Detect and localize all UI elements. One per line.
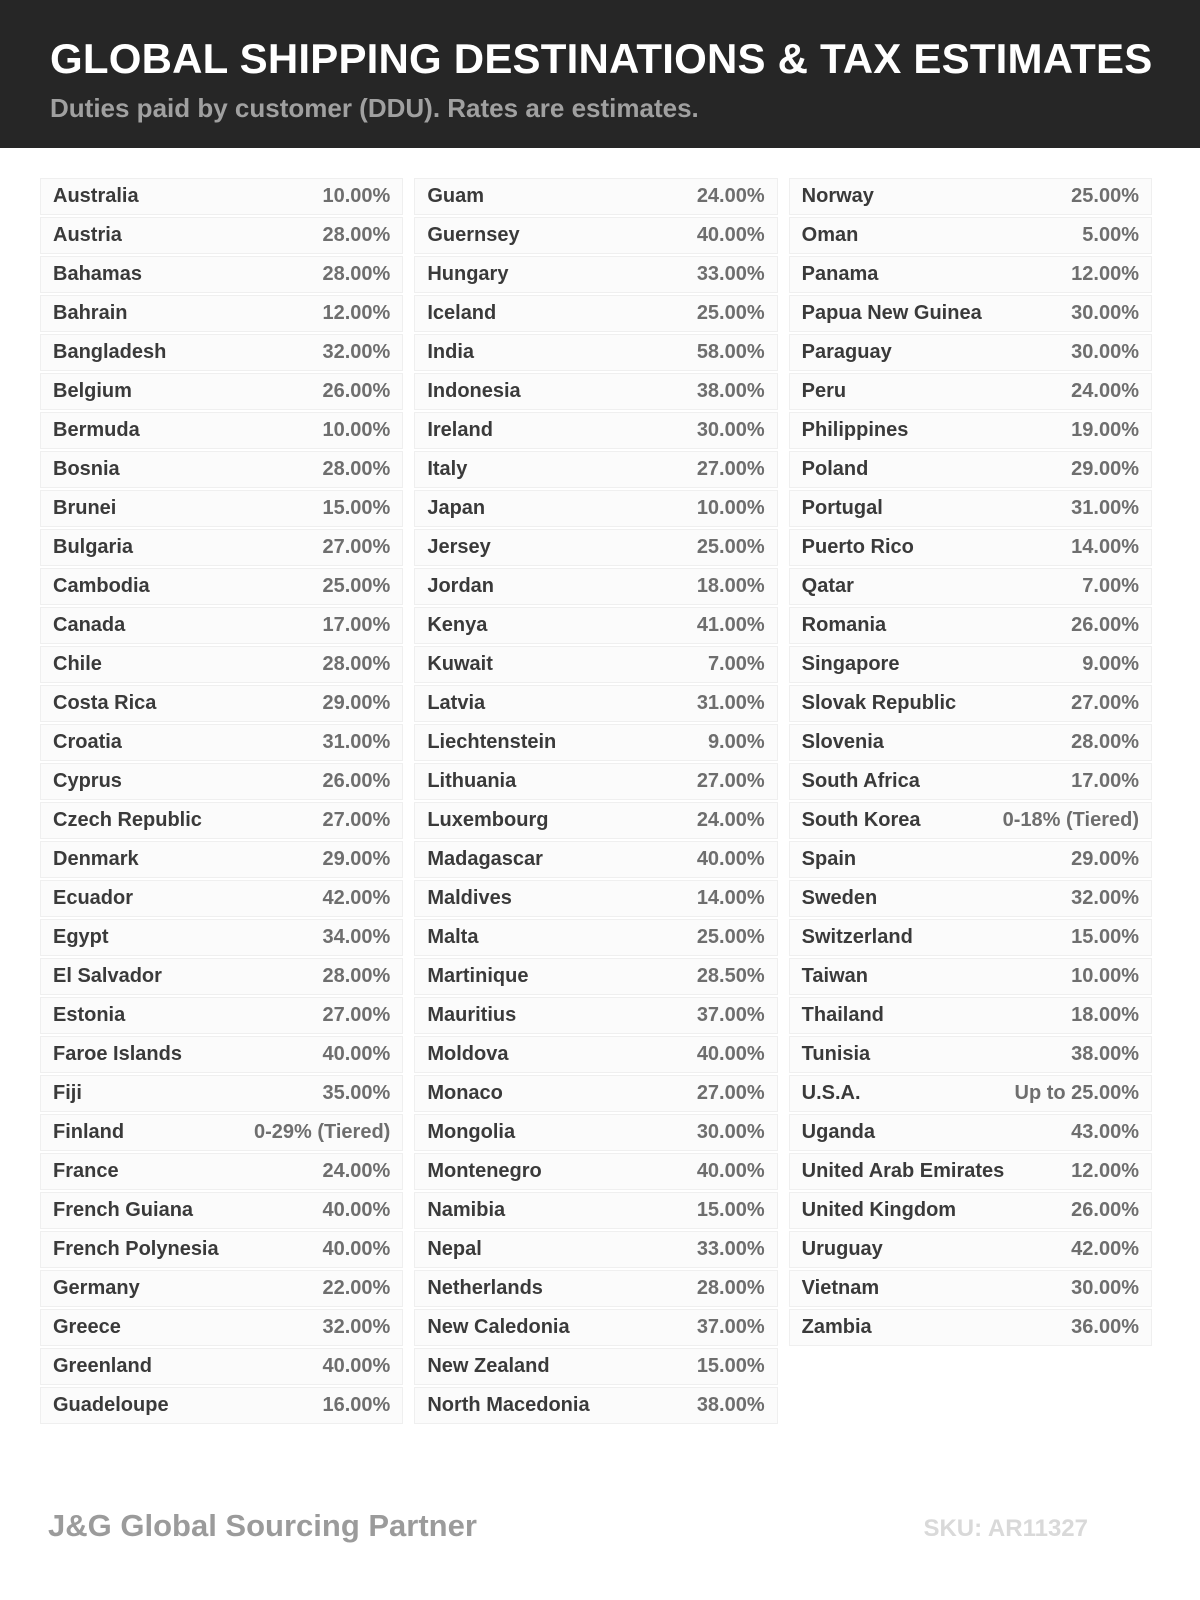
tax-rate: 40.00% [322,1199,391,1221]
country-name: Philippines [801,419,909,441]
country-name: Netherlands [427,1277,543,1299]
country-name: El Salvador [53,965,162,987]
tax-rate: 37.00% [696,1316,765,1338]
country-name: Guam [427,185,485,207]
tax-rate: 29.00% [1071,848,1139,870]
table-row [414,1270,777,1307]
tax-rate: 43.00% [1071,1121,1139,1143]
tax-rate: 31.00% [696,692,765,714]
tax-rate: 27.00% [1071,692,1139,714]
table-row [789,880,1152,917]
table-row [414,958,777,995]
country-name: Malta [427,926,479,948]
table-row [789,490,1152,527]
country-name: Paraguay [801,341,892,363]
table-row [414,724,777,761]
tax-rate: 42.00% [322,887,391,909]
table-row [40,217,403,254]
table-row [789,412,1152,449]
country-name: United Kingdom [801,1199,957,1221]
table-row [789,958,1152,995]
table-row [789,1309,1152,1346]
table-row [789,334,1152,371]
country-name: Uruguay [801,1238,883,1260]
tax-rate: 26.00% [1071,614,1139,636]
table-row [789,1231,1152,1268]
tax-rate: 33.00% [696,1238,765,1260]
table-row [40,334,403,371]
tax-rate: 15.00% [696,1355,765,1377]
tax-rate: 30.00% [696,1121,765,1143]
table-row [414,568,777,605]
table-row [414,607,777,644]
country-name: Czech Republic [53,809,202,831]
country-name: Madagascar [427,848,543,870]
table-row [789,607,1152,644]
table-row [40,412,403,449]
tax-rate: 12.00% [1071,1160,1139,1182]
tax-rate: 29.00% [322,848,391,870]
country-name: Costa Rica [53,692,157,714]
country-name: Bermuda [53,419,140,441]
table-row [40,178,403,215]
table-row [789,919,1152,956]
country-name: Bahrain [53,302,128,324]
country-name: Namibia [427,1199,506,1221]
tax-rate: 25.00% [1071,185,1139,207]
tax-rate: 17.00% [322,614,391,636]
tax-rate: 33.00% [696,263,765,285]
page-title: GLOBAL SHIPPING DESTINATIONS & TAX ESTIMATES [50,35,1153,82]
tax-rate: 58.00% [696,341,765,363]
country-name: Ireland [427,419,493,441]
country-name: Bangladesh [53,341,167,363]
tax-rate: 32.00% [322,341,391,363]
table-row [40,1192,403,1229]
table-row [414,217,777,254]
country-name: Nepal [427,1238,482,1260]
tax-rate: 24.00% [322,1160,391,1182]
tax-rate: 25.00% [696,302,765,324]
country-name: Ecuador [53,887,134,909]
country-name: Hungary [427,263,509,285]
table-row [789,1192,1152,1229]
brand-name: J&G Global Sourcing Partner [48,1508,477,1543]
table-row [40,256,403,293]
table-row [414,763,777,800]
tax-rate: 28.00% [696,1277,765,1299]
country-name: Slovenia [801,731,884,753]
table-row [414,1114,777,1151]
tax-rate: 30.00% [696,419,765,441]
tax-rate: 25.00% [696,926,765,948]
country-name: Uganda [801,1121,875,1143]
table-row [789,217,1152,254]
table-row [789,1036,1152,1073]
tax-rate: 28.00% [322,224,391,246]
table-row [789,178,1152,215]
table-row [414,880,777,917]
table-row [40,451,403,488]
table-row [414,529,777,566]
country-name: Chile [53,653,102,675]
table-row [40,1309,403,1346]
tax-rate: 24.00% [696,809,765,831]
country-name: Peru [801,380,847,402]
table-row [789,1075,1152,1112]
tax-rate: 0-18% (Tiered) [1002,809,1139,831]
tax-rate: 26.00% [1071,1199,1139,1221]
table-row [414,178,777,215]
tax-rate: 25.00% [322,575,391,597]
table-row [40,724,403,761]
table-row [789,373,1152,410]
tax-rate: 28.00% [322,458,391,480]
table-row [40,880,403,917]
tax-rate: 31.00% [322,731,391,753]
country-name: Belgium [53,380,132,402]
country-name: Spain [801,848,857,870]
table-row [414,646,777,683]
country-name: Norway [801,185,874,207]
country-name: French Guiana [53,1199,194,1221]
country-name: Guadeloupe [53,1394,169,1416]
tax-rate: 36.00% [1071,1316,1139,1338]
table-row [414,685,777,722]
table-row [40,1270,403,1307]
tax-rate: 40.00% [322,1043,391,1065]
tax-rate: 10.00% [696,497,765,519]
tax-rate: 15.00% [696,1199,765,1221]
country-name: Bulgaria [53,536,134,558]
tax-rates-table [40,178,1152,1426]
tax-rate: 38.00% [696,380,765,402]
tax-rate: 9.00% [1082,653,1139,675]
tax-rate: 19.00% [1071,419,1139,441]
country-name: Finland [53,1121,125,1143]
tax-rate: 22.00% [322,1277,391,1299]
country-name: Oman [801,224,859,246]
country-name: Moldova [427,1043,509,1065]
table-row [414,1153,777,1190]
rates-column-2 [414,178,777,1426]
table-row [414,373,777,410]
tax-rate: 12.00% [322,302,391,324]
table-row [40,1153,403,1190]
country-name: Qatar [801,575,854,597]
country-name: Japan [427,497,486,519]
tax-rate: 10.00% [322,419,391,441]
tax-rate: 27.00% [322,536,391,558]
tax-rate: 18.00% [696,575,765,597]
tax-rate: 24.00% [696,185,765,207]
table-row [40,1348,403,1385]
tax-rate: 41.00% [696,614,765,636]
tax-rate: 40.00% [696,224,765,246]
table-row [414,490,777,527]
tax-rate: 10.00% [322,185,391,207]
tax-rate: 15.00% [322,497,391,519]
country-name: Sweden [801,887,878,909]
tax-rate: 29.00% [322,692,391,714]
table-row [414,841,777,878]
country-name: Switzerland [801,926,913,948]
tax-rate: 26.00% [322,770,391,792]
table-row [40,1231,403,1268]
table-row [414,1231,777,1268]
tax-rate: 27.00% [322,1004,391,1026]
country-name: Kuwait [427,653,493,675]
tax-rate: 35.00% [322,1082,391,1104]
table-row [414,1036,777,1073]
country-name: Mongolia [427,1121,516,1143]
country-name: Germany [53,1277,140,1299]
country-name: Kenya [427,614,488,636]
tax-rate: 10.00% [1071,965,1139,987]
table-row [40,919,403,956]
country-name: Estonia [53,1004,126,1026]
tax-rate: 27.00% [696,458,765,480]
table-row [789,1270,1152,1307]
table-row [414,1075,777,1112]
table-row [789,256,1152,293]
country-name: U.S.A. [801,1082,861,1104]
table-row [40,490,403,527]
tax-rate: 42.00% [1071,1238,1139,1260]
country-name: South Korea [801,809,921,831]
tax-rate: Up to 25.00% [1014,1082,1139,1104]
table-row [414,334,777,371]
country-name: Puerto Rico [801,536,914,558]
page-footer [0,1508,1200,1544]
country-name: United Arab Emirates [801,1160,1005,1182]
tax-rate: 29.00% [1071,458,1139,480]
country-name: New Zealand [427,1355,550,1377]
table-row [414,1387,777,1424]
tax-rate: 32.00% [322,1316,391,1338]
tax-rate: 26.00% [322,380,391,402]
page-subtitle: Duties paid by customer (DDU). Rates are estimates. [50,93,699,123]
table-row [414,919,777,956]
tax-rate: 0-29% (Tiered) [253,1121,391,1143]
country-name: Bosnia [53,458,120,480]
country-name: Romania [801,614,887,636]
country-name: Australia [53,185,139,207]
country-name: India [427,341,474,363]
tax-rate: 17.00% [1071,770,1139,792]
tax-rate: 31.00% [1071,497,1139,519]
country-name: Croatia [53,731,122,753]
country-name: Cambodia [53,575,150,597]
table-row [40,568,403,605]
country-name: Brunei [53,497,117,519]
table-row [40,373,403,410]
table-row [40,997,403,1034]
table-row [789,451,1152,488]
table-row [789,997,1152,1034]
table-row [40,607,403,644]
country-name: Guernsey [427,224,520,246]
tax-rate: 30.00% [1071,341,1139,363]
table-row [40,1114,403,1151]
table-row [40,958,403,995]
tax-rate: 24.00% [1071,380,1139,402]
tax-rate: 12.00% [1071,263,1139,285]
rates-column-3 [789,178,1152,1348]
table-row [414,802,777,839]
table-row [40,1036,403,1073]
country-name: Italy [427,458,468,480]
tax-rate: 34.00% [322,926,391,948]
table-row [789,295,1152,332]
table-row [789,646,1152,683]
country-name: Denmark [53,848,139,870]
tax-rate: 27.00% [696,770,765,792]
tax-rate: 28.00% [1071,731,1139,753]
tax-rate: 28.00% [322,965,391,987]
tax-rate: 28.50% [696,965,765,987]
country-name: Lithuania [427,770,517,792]
country-name: Jordan [427,575,495,597]
country-name: Canada [53,614,126,636]
tax-rate: 40.00% [322,1238,391,1260]
tax-rate: 14.00% [696,887,765,909]
tax-rate: 40.00% [322,1355,391,1377]
country-name: Panama [801,263,879,285]
country-name: Iceland [427,302,497,324]
tax-rate: 30.00% [1071,302,1139,324]
table-row [789,1153,1152,1190]
tax-rate: 28.00% [322,653,391,675]
tax-rate: 7.00% [707,653,765,675]
page-header [0,0,1200,148]
table-row [414,295,777,332]
country-name: South Africa [801,770,920,792]
country-name: Slovak Republic [801,692,957,714]
tax-rate: 32.00% [1071,887,1139,909]
country-name: Papua New Guinea [801,302,982,324]
country-name: North Macedonia [427,1394,590,1416]
country-name: Fiji [53,1082,82,1104]
table-row [40,802,403,839]
country-name: Mauritius [427,1004,517,1026]
table-row [414,412,777,449]
tax-rate: 27.00% [322,809,391,831]
country-name: Poland [801,458,869,480]
tax-rate: 16.00% [322,1394,391,1416]
country-name: Thailand [801,1004,884,1026]
table-row [789,568,1152,605]
table-row [789,1114,1152,1151]
country-name: Luxembourg [427,809,549,831]
country-name: Martinique [427,965,529,987]
country-name: Greece [53,1316,121,1338]
country-name: Faroe Islands [53,1043,182,1065]
table-row [414,1192,777,1229]
tax-rate: 40.00% [696,1160,765,1182]
tax-rate: 27.00% [696,1082,765,1104]
table-row [414,1309,777,1346]
table-row [40,685,403,722]
tax-rate: 7.00% [1082,575,1139,597]
table-row [789,685,1152,722]
tax-rate: 40.00% [696,1043,765,1065]
country-name: Montenegro [427,1160,542,1182]
country-name: Monaco [427,1082,503,1104]
country-name: New Caledonia [427,1316,570,1338]
table-row [40,763,403,800]
country-name: Greenland [53,1355,152,1377]
country-name: Zambia [801,1316,872,1338]
country-name: French Polynesia [53,1238,219,1260]
country-name: Austria [53,224,122,246]
country-name: Vietnam [801,1277,880,1299]
tax-rate: 30.00% [1071,1277,1139,1299]
tax-rate: 40.00% [696,848,765,870]
tax-rate: 18.00% [1071,1004,1139,1026]
country-name: Taiwan [801,965,868,987]
country-name: Maldives [427,887,512,909]
table-row [414,451,777,488]
table-row [414,256,777,293]
rates-column-1 [40,178,403,1426]
tax-rate: 28.00% [322,263,391,285]
country-name: Latvia [427,692,486,714]
table-row [40,1075,403,1112]
country-name: Tunisia [801,1043,871,1065]
country-name: Singapore [801,653,900,675]
tax-rate: 37.00% [696,1004,765,1026]
table-row [40,646,403,683]
table-row [414,1348,777,1385]
table-row [40,841,403,878]
table-row [789,841,1152,878]
table-row [40,1387,403,1424]
table-row [789,724,1152,761]
tax-rate: 38.00% [696,1394,765,1416]
country-name: Bahamas [53,263,142,285]
table-row [40,295,403,332]
tax-rate: 14.00% [1071,536,1139,558]
tax-rate: 9.00% [707,731,765,753]
table-row [414,997,777,1034]
country-name: France [53,1160,119,1182]
tax-rate: 15.00% [1071,926,1139,948]
tax-rate: 38.00% [1071,1043,1139,1065]
country-name: Egypt [53,926,109,948]
table-row [40,529,403,566]
tax-rate: 25.00% [696,536,765,558]
tax-rate: 5.00% [1082,224,1139,246]
country-name: Portugal [801,497,883,519]
table-row [789,529,1152,566]
country-name: Jersey [427,536,491,558]
table-row [789,802,1152,839]
table-row [789,763,1152,800]
sku-label: SKU: AR11327 [923,1515,1088,1542]
country-name: Indonesia [427,380,521,402]
country-name: Cyprus [53,770,122,792]
country-name: Liechtenstein [427,731,557,753]
